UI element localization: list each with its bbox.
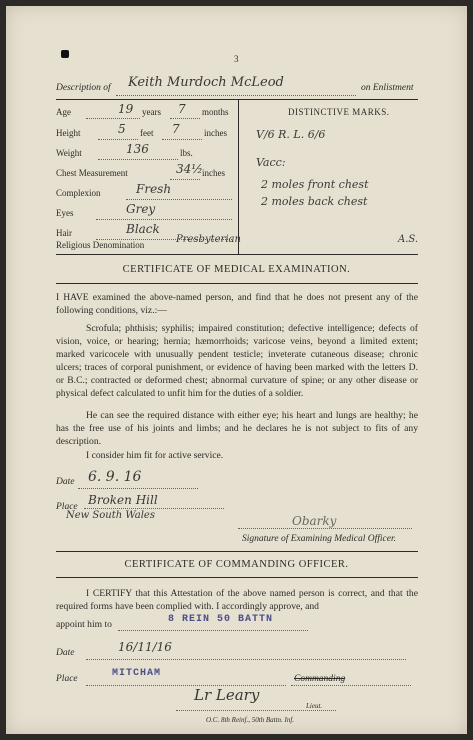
- medical-intro: I HAVE examined the above-named person, and find that he does not present any of the following conditions, viz.:—: [56, 292, 418, 316]
- chest-inches-label: inches: [202, 168, 225, 178]
- age-years: 19: [118, 102, 134, 116]
- marks-line-1: 2 moles front chest: [261, 178, 369, 191]
- age-label: Age: [56, 107, 71, 117]
- weight-value: 136: [126, 142, 149, 156]
- medical-consider: I consider him fit for active service.: [86, 450, 224, 461]
- medical-officer-signature: Obarky: [292, 514, 337, 528]
- medical-place-label: Place: [56, 502, 78, 512]
- weight-label: Weight: [56, 148, 82, 158]
- feet-label: feet: [140, 128, 154, 138]
- lbs-label: lbs.: [180, 148, 193, 158]
- religion-label: Religious Denomination: [56, 240, 145, 250]
- vaccination-note: Vacc:: [256, 156, 286, 169]
- months-label: months: [202, 107, 229, 117]
- chest-label: Chest Measurement: [56, 168, 128, 178]
- commanding-date-label: Date: [56, 648, 75, 658]
- eyes-value: Grey: [126, 202, 156, 216]
- medical-place-state: New South Wales: [66, 510, 155, 521]
- medical-certificate-heading: CERTIFICATE OF MEDICAL EXAMINATION.: [122, 264, 351, 275]
- commanding-struck-label: Commanding: [294, 674, 346, 684]
- medical-signature-caption: Signature of Examining Medical Officer.: [242, 534, 396, 544]
- soldier-name: Keith Murdoch McLeod: [128, 75, 284, 90]
- commanding-place-stamp: MITCHAM: [112, 668, 162, 679]
- commanding-text: I CERTIFY that this Attestation of the above named person is correct, and that the required forms have been complied with. I accordingly approve, and: [56, 588, 418, 612]
- chest-value: 34½: [176, 162, 203, 176]
- hair-label: Hair: [56, 228, 72, 238]
- religion-value: Presbyterian: [176, 234, 241, 245]
- description-label: Description of: [56, 83, 111, 93]
- marks-initials: A.S.: [398, 234, 419, 245]
- vision-note: V/6 R. L. 6/6: [256, 128, 326, 141]
- on-enlistment-label: on Enlistment: [361, 83, 414, 93]
- complexion-value: Fresh: [136, 182, 172, 196]
- appoint-label: appoint him to: [56, 619, 112, 630]
- height-label: Height: [56, 128, 81, 138]
- commanding-unit-caption: O.C. 8th Reinf., 50th Battn. Inf.: [206, 716, 295, 724]
- medical-fitness: He can see the required distance with either eye; his heart and lungs are healthy; he has the free use of his joints and limbs; and he declares he is not subject to fits of any description.: [56, 410, 418, 447]
- commanding-place-label: Place: [56, 674, 78, 684]
- commanding-officer-signature: Lr Leary: [194, 686, 260, 704]
- age-months: 7: [178, 102, 186, 116]
- medical-date-value: 6. 9. 16: [88, 469, 142, 485]
- height-feet: 5: [118, 122, 126, 136]
- medical-date-label: Date: [56, 477, 75, 487]
- page-number: 3: [234, 54, 239, 64]
- commanding-date-value: 16/11/16: [118, 640, 172, 654]
- eyes-label: Eyes: [56, 208, 74, 218]
- height-inches: 7: [172, 122, 180, 136]
- commanding-certificate-heading: CERTIFICATE OF COMMANDING OFFICER.: [124, 559, 349, 570]
- distinctive-marks-heading: DISTINCTIVE MARKS.: [288, 107, 390, 117]
- punch-hole: [61, 50, 69, 58]
- years-label: years: [142, 107, 161, 117]
- hair-value: Black: [126, 222, 160, 236]
- complexion-label: Complexion: [56, 188, 101, 198]
- medical-place-value: Broken Hill: [88, 493, 158, 507]
- medical-conditions: Scrofula; phthisis; syphilis; impaired constitution; defective intelligence; defects of vision, voice, or hearing; hernia; hæmorrhoids; varicose veins, beyond a limited extent; marked varicocele with unusually pendent testicle; inveterate cutaneous disease; chronic ulcers; traces of corporal punishment, or evidence of having been marked with the letters D. or B.C.; contracted or deformed chest; abnormal curvature of spine; or any other disease or physical defect calculated to unfit him for the duties of a soldier.: [56, 323, 418, 399]
- marks-line-2: 2 moles back chest: [261, 195, 368, 208]
- appoint-unit-stamp: 8 REIN 50 BATTN: [168, 614, 274, 625]
- attestation-page: [6, 6, 467, 734]
- commanding-rank: Lieut.: [306, 702, 323, 710]
- inches-label: inches: [204, 128, 227, 138]
